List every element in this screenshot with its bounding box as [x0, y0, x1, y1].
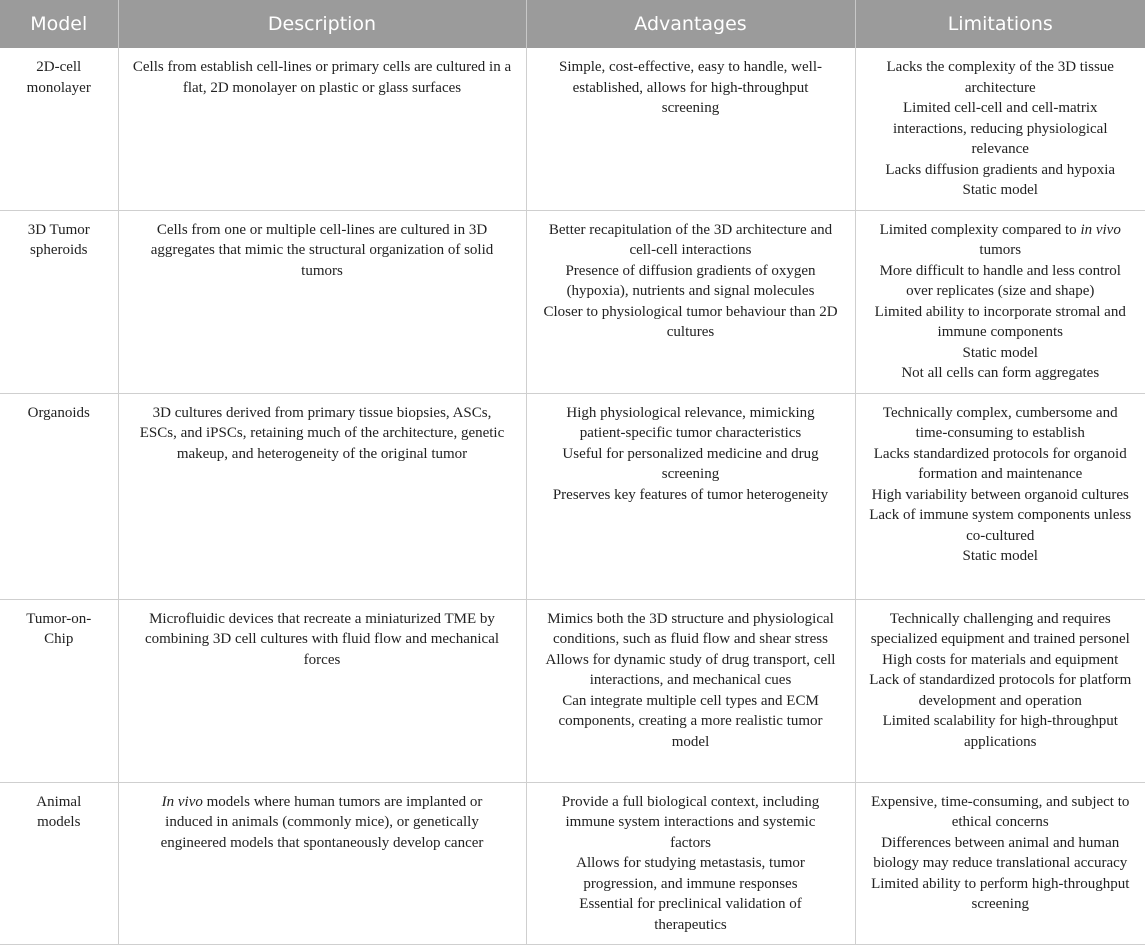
table-row [0, 210, 1145, 393]
description-text: 3D cultures derived from primary tissue biopsies, ASCs, ESCs, and iPSCs, retaining much of the architecture, genetic makeup, and heterogeneity of the original tumor [139, 404, 505, 462]
limitation-item: High variability between organoid cultures [871, 486, 1129, 503]
advantage-item: Mimics both the 3D structure and physiological conditions, such as fluid flow and shear stress [547, 610, 834, 647]
limitation-item: Limited scalability for high-throughput applications [882, 713, 1118, 750]
model-name: 3D Tumor spheroids [0, 210, 118, 393]
header-description: Description [118, 0, 526, 48]
header-model: Model [0, 0, 118, 48]
advantage-item: High physiological relevance, mimicking patient-specific tumor characteristics [566, 404, 815, 441]
description-cell [118, 599, 526, 782]
advantage-item: Provide a full biological context, including immune system interactions and systemic factors [561, 793, 820, 851]
limitation-text: tumors [979, 242, 1022, 258]
advantage-item: Useful for personalized medicine and drug screening [562, 445, 819, 482]
advantage-item: Preserves key features of tumor heterogeneity [552, 486, 829, 503]
advantage-item: Closer to physiological tumor behaviour than 2D cultures [543, 303, 838, 340]
advantages-cell [526, 48, 855, 210]
header-limitations: Limitations [855, 0, 1145, 48]
limitation-item: Technically complex, cumbersome and time-consuming to establish [882, 404, 1118, 441]
limitations-cell [855, 782, 1145, 944]
limitation-item: Lack of immune system components unless co-cultured [869, 507, 1132, 544]
description-text: Cells from establish cell-lines or primary cells are cultured in a flat, 2D monolayer on plastic or glass surfaces [132, 59, 512, 96]
limitation-item: Static model [962, 344, 1038, 361]
advantage-item: Can integrate multiple cell types and ECM components, creating a more realistic tumor model [558, 692, 823, 750]
advantage-item: Better recapitulation of the 3D architecture and cell-cell interactions [548, 221, 833, 258]
header-advantages: Advantages [526, 0, 855, 48]
limitations-cell [855, 393, 1145, 599]
advantages-cell [526, 393, 855, 599]
description-cell [118, 393, 526, 599]
advantages-cell [526, 599, 855, 782]
limitation-item: Limited ability to incorporate stromal and immune components [874, 303, 1126, 340]
advantage-item: Allows for dynamic study of drug transport, cell interactions, and mechanical cues [545, 651, 836, 688]
limitation-item: Limited cell-cell and cell-matrix interactions, reducing physiological relevance [892, 100, 1108, 157]
limitations-cell [855, 48, 1145, 210]
description-text: Cells from one or multiple cell-lines are cultured in 3D aggregates that mimic the structural organization of solid tumors [150, 221, 494, 279]
limitation-italic-text: in vivo [1080, 221, 1121, 238]
limitation-item: Expensive, time-consuming, and subject to ethical concerns [871, 793, 1130, 830]
table-row [0, 48, 1145, 210]
description-text [137, 792, 508, 854]
description-cell [118, 48, 526, 210]
table-row [0, 782, 1145, 944]
advantage-item: Presence of diffusion gradients of oxygen (hypoxia), nutrients and signal molecules [565, 262, 816, 299]
limitation-item: Differences between animal and human biology may reduce translational accuracy [873, 834, 1128, 871]
model-name: Animal models [0, 782, 118, 944]
table-row [0, 599, 1145, 782]
description-rest-text: models where human tumors are implanted or induced in animals (commonly mice), or genetically engineered models that spontaneously develop cancer [160, 793, 484, 851]
limitation-item: High costs for materials and equipment [882, 651, 1119, 668]
limitation-item: Technically challenging and requires specialized equipment and trained personel [870, 610, 1130, 647]
advantage-item: Simple, cost-effective, easy to handle, well-established, allows for high-throughput screening [559, 59, 822, 116]
table-header-row [0, 0, 1145, 48]
advantage-item: Essential for preclinical validation of therapeutics [579, 896, 802, 933]
model-name: Tumor-on-Chip [0, 599, 118, 782]
limitations-cell [855, 599, 1145, 782]
limitation-text: Limited complexity compared to [879, 221, 1081, 238]
limitation-item: Not all cells can form aggregates [901, 365, 1100, 381]
limitation-item: More difficult to handle and less control over replicates (size and shape) [879, 262, 1121, 299]
limitation-item: Static model [962, 182, 1038, 198]
advantage-item: Allows for studying metastasis, tumor progression, and immune responses [576, 855, 805, 892]
limitation-item: Lacks the complexity of the 3D tissue architecture [886, 59, 1114, 96]
table-row [0, 393, 1145, 599]
limitations-cell [855, 210, 1145, 393]
description-text: Microfluidic devices that recreate a miniaturized TME by combining 3D cell cultures with fluid flow and mechanical forces [144, 610, 500, 668]
limitation-item: Lacks standardized protocols for organoid formation and maintenance [873, 445, 1127, 482]
model-name: Organoids [0, 393, 118, 599]
model-name: 2D-cell monolayer [0, 48, 118, 210]
description-cell [118, 782, 526, 944]
advantages-cell [526, 782, 855, 944]
limitation-item: Lacks diffusion gradients and hypoxia [885, 161, 1116, 178]
description-italic-text: In vivo [161, 793, 203, 810]
advantages-cell [526, 210, 855, 393]
limitation-item: Lack of standardized protocols for platform development and operation [869, 672, 1132, 709]
description-cell [118, 210, 526, 393]
limitation-item [868, 220, 1134, 261]
limitation-item: Limited ability to perform high-throughput screening [871, 875, 1130, 912]
limitation-item: Static model [962, 548, 1038, 564]
